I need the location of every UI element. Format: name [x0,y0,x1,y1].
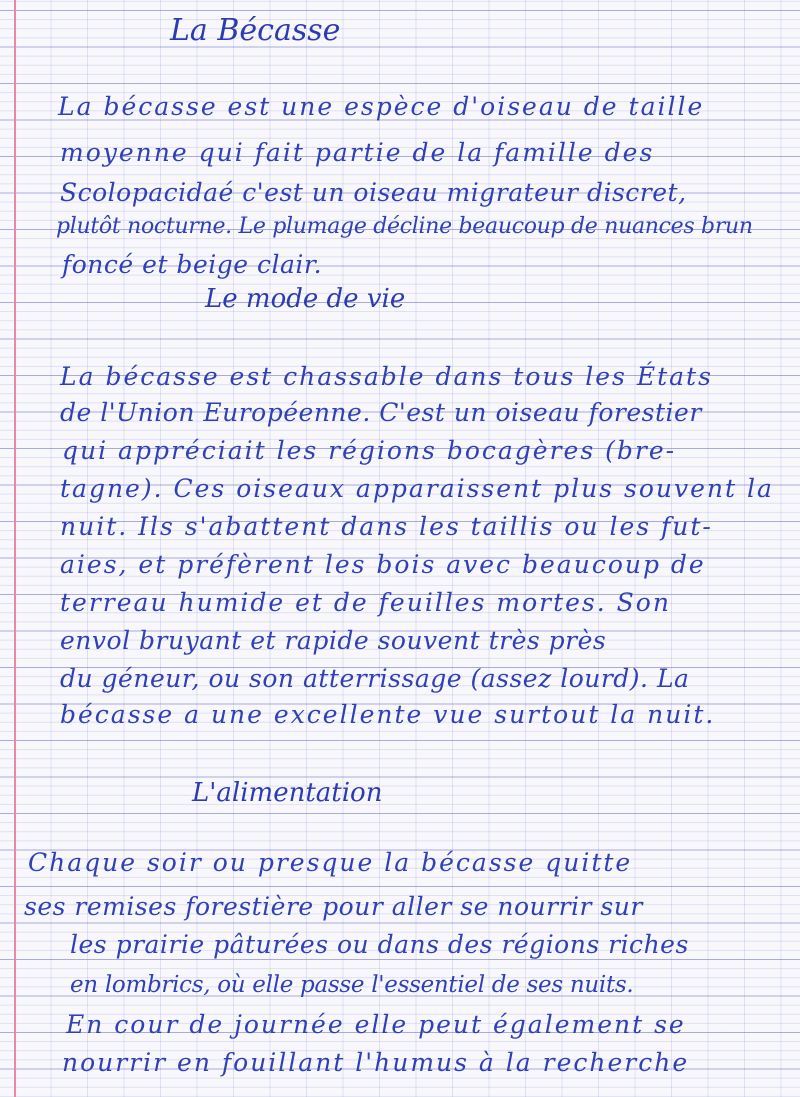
paragraph1-line: plutôt nocturne. Le plumage décline beaucoup de nuances brun [56,214,753,239]
paragraph3-line: nourrir en fouillant l'humus à la recherche [62,1048,690,1077]
paragraph2-line: qui appréciait les régions bocagères (bre- [62,436,677,465]
section-heading-mode-de-vie: Le mode de vie [205,284,406,314]
paragraph1-line: Scolopacidaé c'est un oiseau migrateur discret, [60,178,687,207]
paragraph2-line: bécasse a une excellente vue surtout la nuit. [60,700,716,729]
paragraph1-line: moyenne qui fait partie de la famille des [60,138,655,167]
paragraph2-line: terreau humide et de feuilles mortes. Son [60,588,671,617]
paragraph2-line: envol bruyant et rapide souvent très près [60,626,607,655]
margin-line [14,0,16,1097]
page-title: La Bécasse [170,13,341,48]
paragraph2-line: nuit. Ils s'abattent dans les taillis ou les fut- [60,512,713,541]
paragraph2-line: de l'Union Européenne. C'est un oiseau forestier [60,398,702,427]
paragraph2-line: du géneur, ou son atterrissage (assez lourd). La [60,664,690,693]
paragraph3-line: en lombrics, où elle passe l'essentiel de ses nuits. [70,972,634,998]
paragraph2-line: La bécasse est chassable dans tous les États [60,362,713,391]
paragraph2-line: aies, et préfèrent les bois avec beaucoup de [60,550,706,579]
section-heading-alimentation: L'alimentation [192,778,383,808]
paragraph3-line: En cour de journée elle peut également se [66,1010,686,1039]
paragraph2-line: tagne). Ces oiseaux apparaissent plus souvent la [60,474,774,503]
paragraph1-line: La bécasse est une espèce d'oiseau de taille [58,92,705,121]
paragraph3-line: ses remises forestière pour aller se nourrir sur [24,892,643,921]
paragraph1-line: foncé et beige clair. [62,250,323,279]
paragraph3-line: Chaque soir ou presque la bécasse quitte [28,848,633,877]
paragraph3-line: les prairie pâturées ou dans des régions riches [70,930,689,959]
